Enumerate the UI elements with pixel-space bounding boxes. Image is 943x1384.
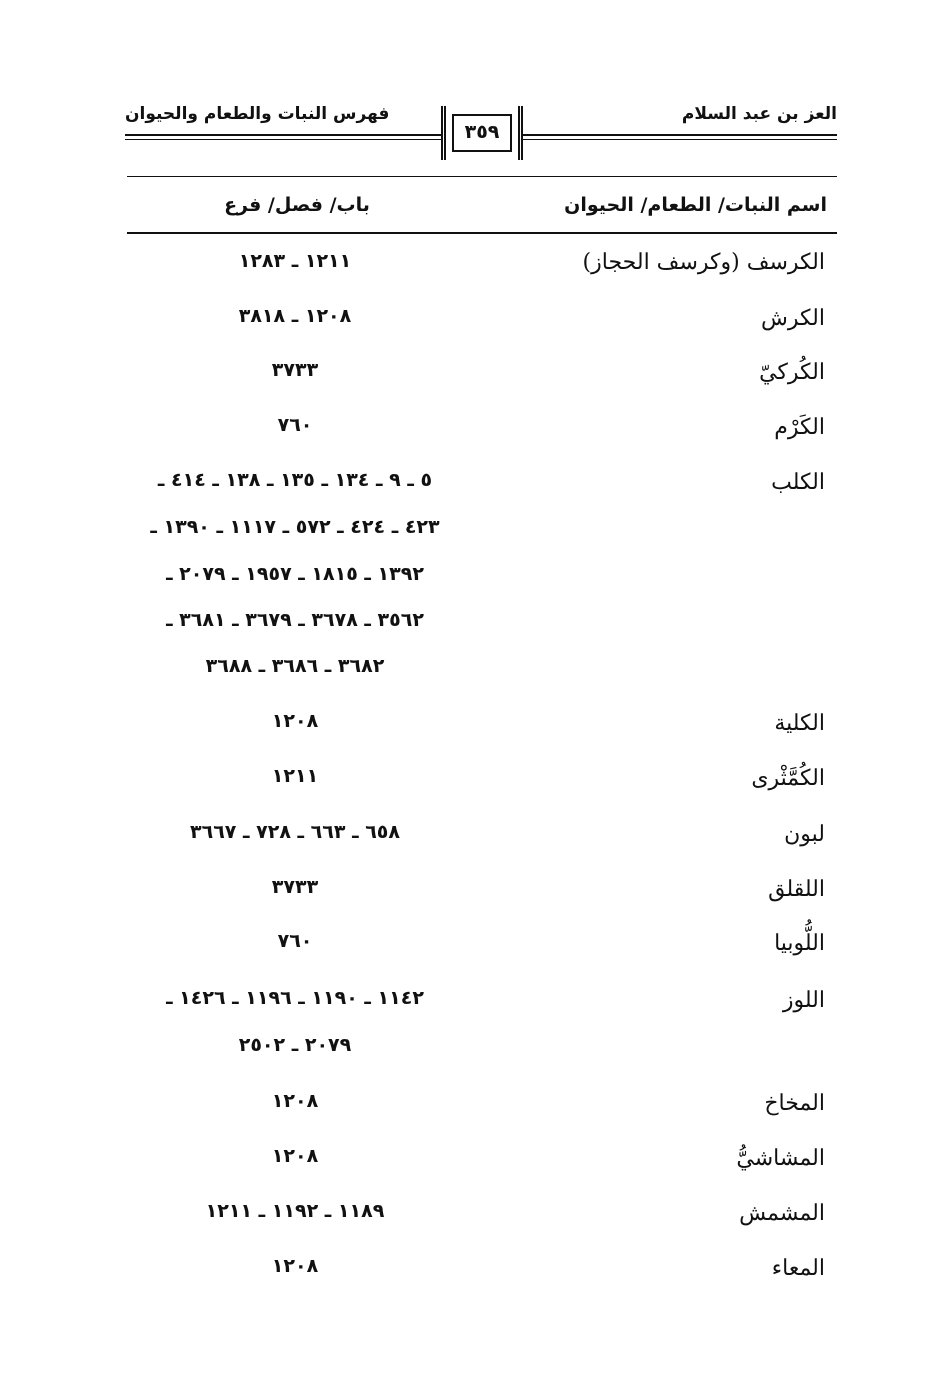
entry-name: المعاء <box>771 1256 825 1281</box>
author-title: العز بن عبد السلام <box>681 104 837 124</box>
entry-name: المشاشيُّ <box>736 1146 825 1171</box>
entry-name: اللقلق <box>768 877 825 902</box>
page-number: ٣٥٩ <box>464 121 500 143</box>
entry-reference: ٤٢٣ ـ ٤٢٤ ـ ٥٧٢ ـ ١١١٧ ـ ١٣٩٠ ـ <box>150 516 440 538</box>
entry-reference: ١٢٠٨ <box>271 710 319 732</box>
entry-reference: ١٢١١ ـ ١٢٨٣ <box>238 250 352 272</box>
entry-name: لبون <box>784 822 825 847</box>
entry-name: المشمش <box>739 1201 825 1226</box>
entry-name: الكلية <box>774 711 825 736</box>
column-header-reference: باب/ فصل/ فرع <box>224 194 370 216</box>
entry-name: الكُمَّثْرى <box>751 766 825 791</box>
entry-reference: ٣٥٦٢ ـ ٣٦٧٨ ـ ٣٦٧٩ ـ ٣٦٨١ ـ <box>166 609 424 631</box>
entry-name: الكرسف (وكرسف الحجاز) <box>582 250 825 275</box>
entry-reference: ١٢٠٨ <box>271 1255 319 1277</box>
entry-reference: ١١٤٢ ـ ١١٩٠ ـ ١١٩٦ ـ ١٤٢٦ ـ <box>166 987 424 1009</box>
running-head <box>125 98 837 168</box>
entry-name: الكرش <box>761 306 825 331</box>
entry-name: المخاخ <box>764 1091 825 1116</box>
entry-reference: ١٢٠٨ <box>271 1145 319 1167</box>
entry-reference: ١٢٠٨ ـ ٣٨١٨ <box>238 305 352 327</box>
entry-reference: ١٢١١ <box>271 765 319 787</box>
entry-reference: ٥ ـ ٩ ـ ١٣٤ ـ ١٣٥ ـ ١٣٨ ـ ٤١٤ ـ <box>157 469 433 491</box>
table-header <box>127 176 837 234</box>
entry-reference: ١١٨٩ ـ ١١٩٢ ـ ١٢١١ <box>205 1200 385 1222</box>
entry-name: الكلب <box>771 470 825 495</box>
entry-reference: ٧٦٠ <box>277 414 313 436</box>
entry-name: الكُركيّ <box>759 360 825 385</box>
entry-reference: ٦٥٨ ـ ٦٦٣ ـ ٧٢٨ ـ ٣٦٦٧ <box>190 821 400 843</box>
column-header-name: اسم النبات/ الطعام/ الحيوان <box>564 194 827 216</box>
entry-reference: ٧٦٠ <box>277 930 313 952</box>
entry-name: اللُّوبيا <box>774 931 825 956</box>
entry-name: الكَرْم <box>774 415 825 440</box>
entry-reference: ٣٧٣٣ <box>271 876 319 898</box>
entry-reference: ٢٠٧٩ ـ ٢٥٠٢ <box>238 1034 352 1056</box>
page-number-frame <box>441 106 523 160</box>
index-title: فهرس النبات والطعام والحيوان <box>125 104 390 124</box>
entry-reference: ١٣٩٢ ـ ١٨١٥ ـ ١٩٥٧ ـ ٢٠٧٩ ـ <box>166 563 424 585</box>
entry-name: اللوز <box>782 988 825 1013</box>
entry-reference: ١٢٠٨ <box>271 1090 319 1112</box>
entry-reference: ٣٦٨٢ ـ ٣٦٨٦ ـ ٣٦٨٨ <box>205 655 385 677</box>
entry-reference: ٣٧٣٣ <box>271 359 319 381</box>
